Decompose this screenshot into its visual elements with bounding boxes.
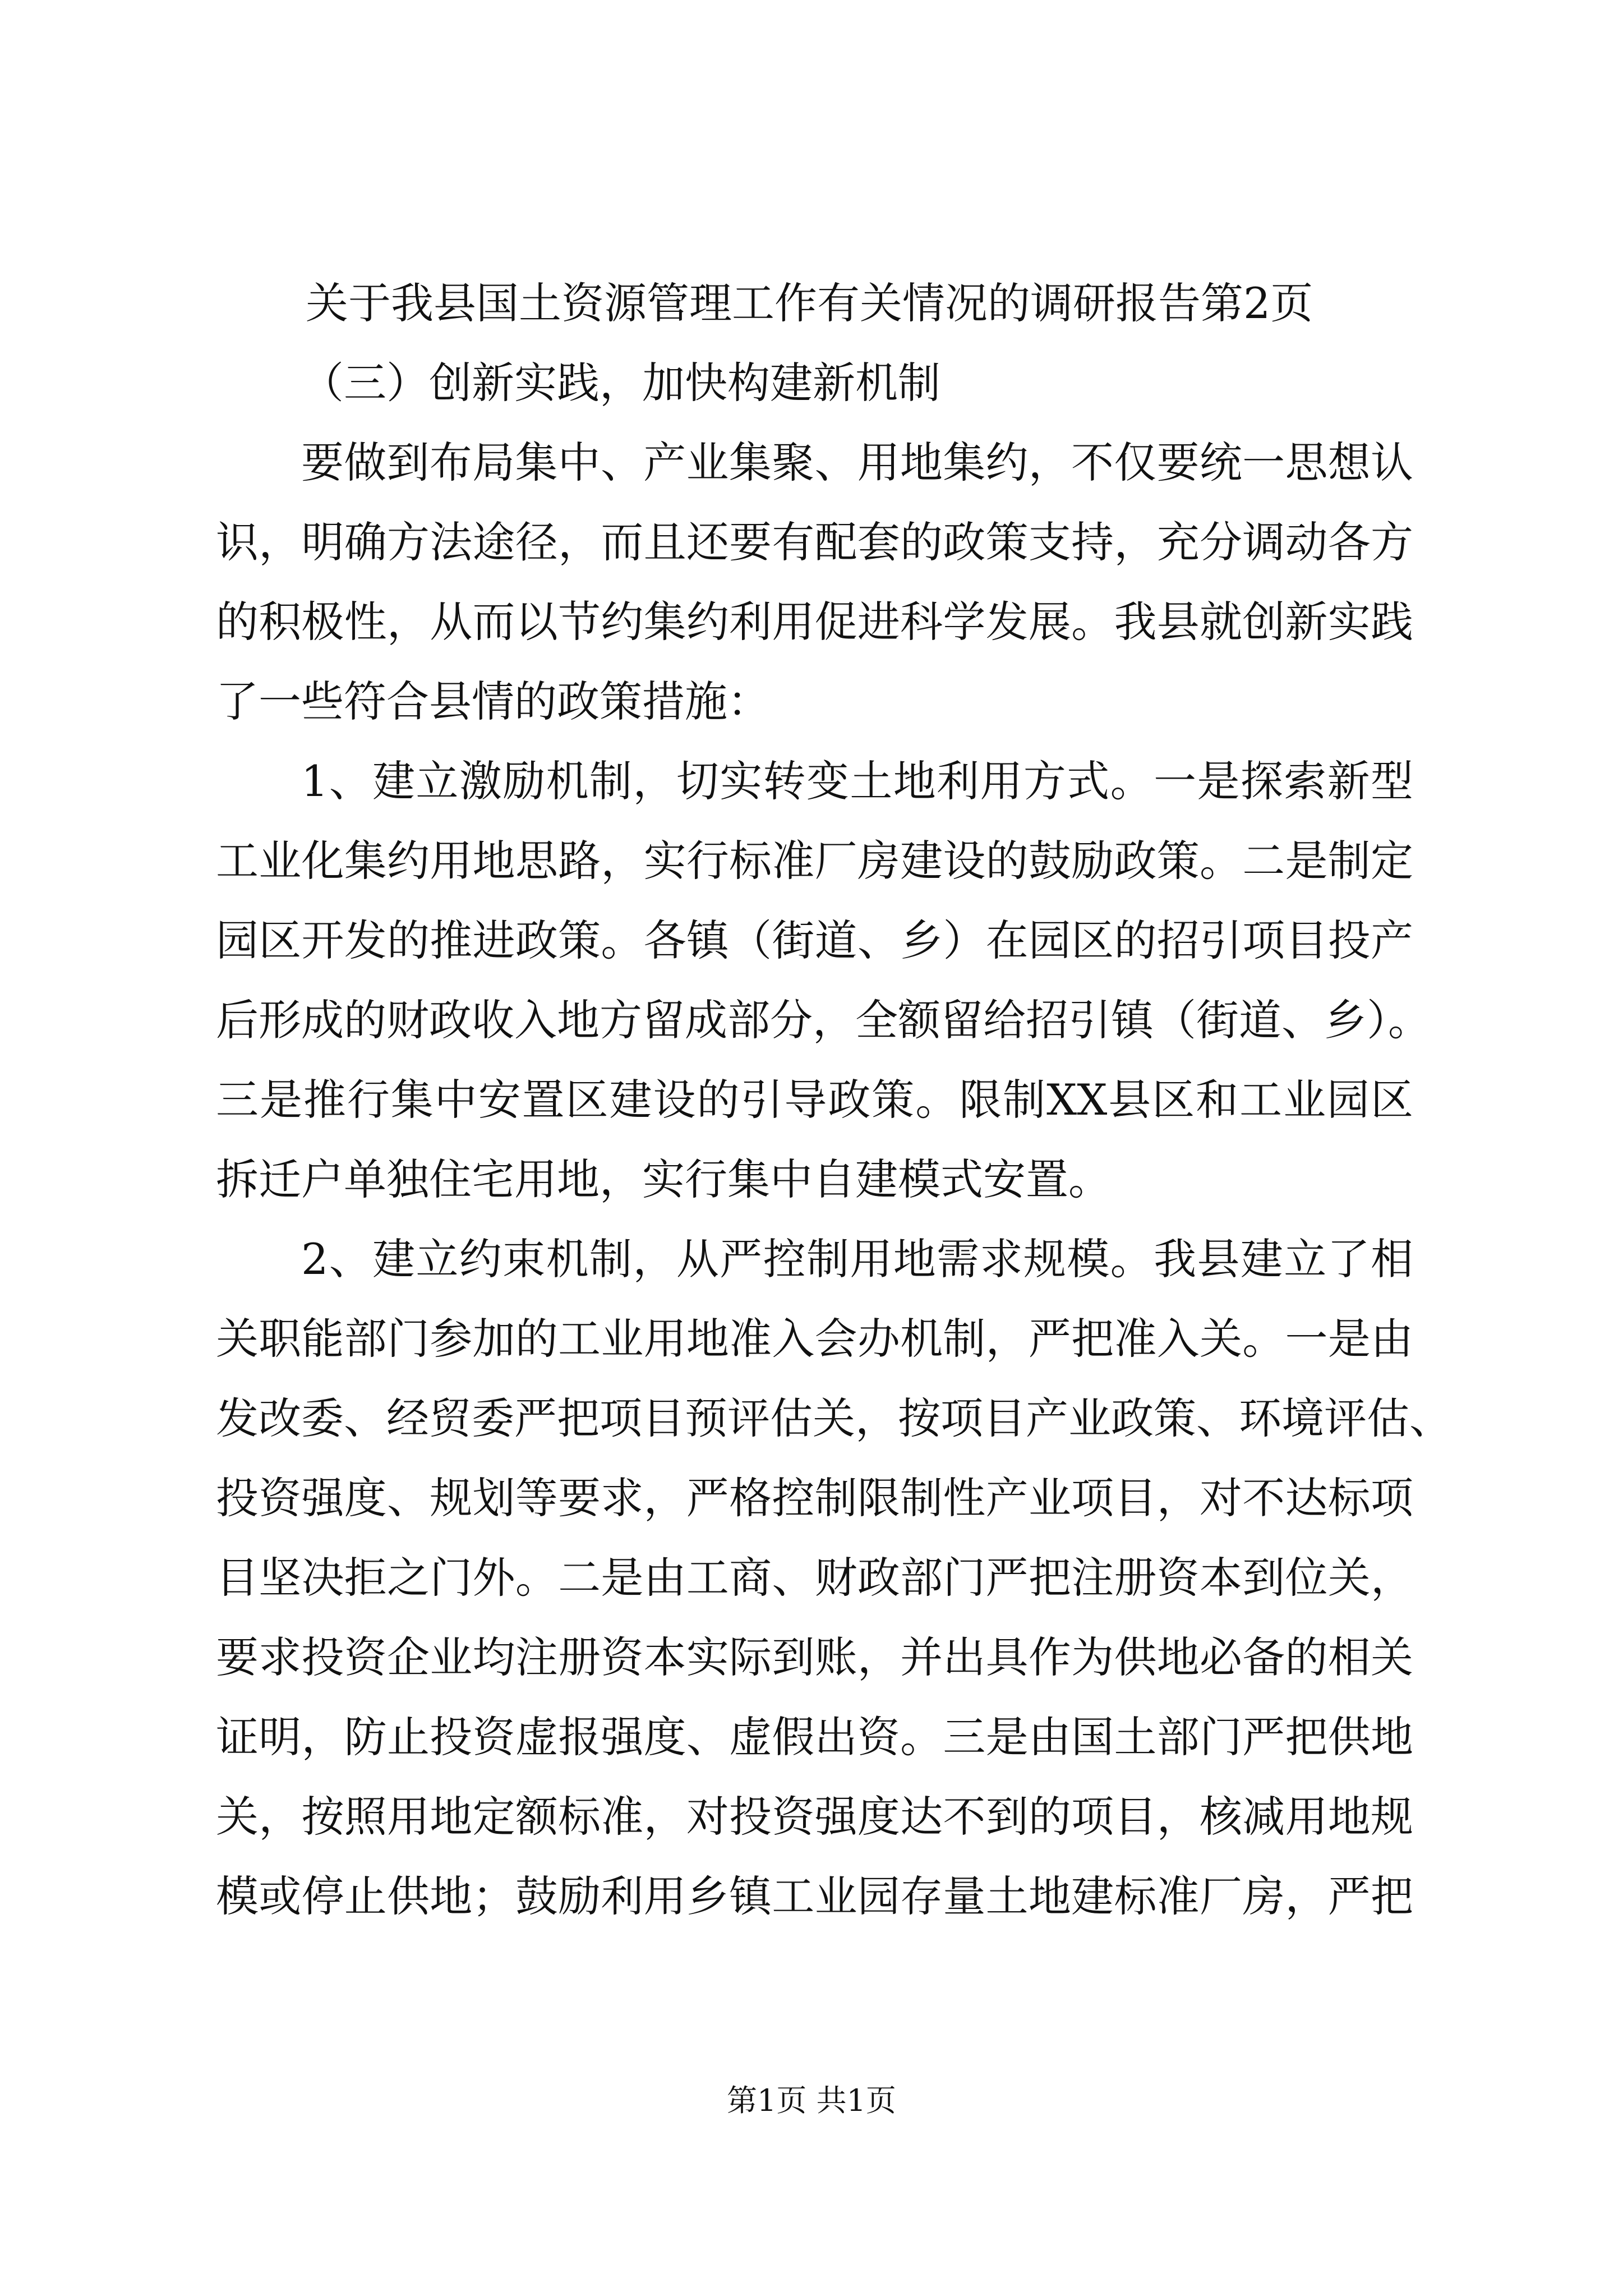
paragraph-line: 关，按照用地定额标准，对投资强度达不到的项目，核减用地规	[216, 1792, 1413, 1842]
document-title: 关于我县国土资源管理工作有关情况的调研报告第2页	[306, 278, 1313, 328]
paragraph-line: 2、建立约束机制，从严控制用地需求规模。我县建立了相	[301, 1234, 1413, 1284]
paragraph-line: 工业化集约用地思路，实行标准厂房建设的鼓励政策。二是制定	[216, 836, 1413, 886]
paragraph-line: 发改委、经贸委严把项目预评估关，按项目产业政策、环境评估、	[216, 1393, 1452, 1443]
paragraph-line: 了一些符合县情的政策措施：	[216, 677, 770, 726]
paragraph-line: 三是推行集中安置区建设的引导政策。限制XX县区和工业园区	[216, 1075, 1413, 1125]
paragraph-line: 模或停止供地；鼓励利用乡镇工业园存量土地建标准厂房，严把	[216, 1871, 1413, 1921]
paragraph-line: 关职能部门参加的工业用地准入会办机制，严把准入关。一是由	[216, 1314, 1413, 1364]
paragraph-line: 的积极性，从而以节约集约利用促进科学发展。我县就创新实践	[216, 597, 1413, 647]
paragraph-line: 投资强度、规划等要求，严格控制限制性产业项目，对不达标项	[216, 1473, 1413, 1523]
paragraph-line: 识，明确方法途径，而且还要有配套的政策支持，充分调动各方	[216, 517, 1413, 567]
paragraph-line: 1、建立激励机制，切实转变土地利用方式。一是探索新型	[301, 756, 1413, 806]
document-body	[216, 264, 1452, 1936]
page-footer: 第1页 共1页	[727, 2083, 896, 2118]
paragraph-line: 要做到布局集中、产业集聚、用地集约，不仅要统一思想认	[301, 438, 1413, 487]
paragraph-line: 后形成的财政收入地方留成部分，全额留给招引镇（街道、乡）。	[216, 995, 1431, 1045]
paragraph-line: 要求投资企业均注册资本实际到账，并出具作为供地必备的相关	[216, 1632, 1413, 1682]
paragraph-line: 目坚决拒之门外。二是由工商、财政部门严把注册资本到位关，	[216, 1553, 1413, 1603]
section-heading: （三）创新实践，加快构建新机制	[301, 358, 940, 408]
paragraph-line: 证明，防止投资虚报强度、虚假出资。三是由国土部门严把供地	[216, 1712, 1413, 1762]
paragraph-line: 拆迁户单独住宅用地，实行集中自建模式安置。	[216, 1154, 1111, 1204]
paragraph-line: 园区开发的推进政策。各镇（街道、乡）在园区的招引项目投产	[216, 915, 1413, 965]
